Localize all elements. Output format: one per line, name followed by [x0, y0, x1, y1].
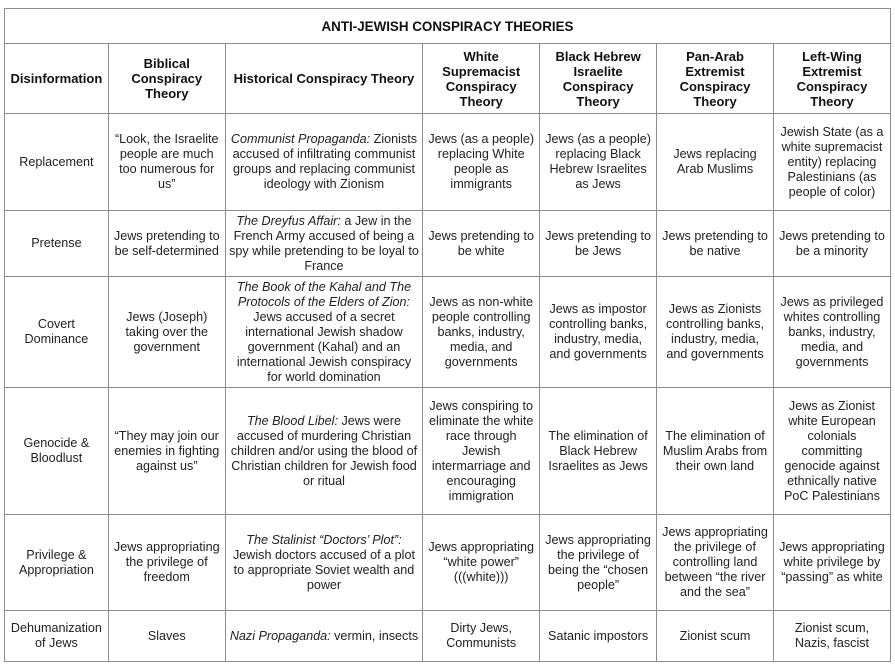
cell-left-wing: Zionist scum, Nazis, fascist [773, 611, 890, 662]
cell-pan-arab: Jews replacing Arab Muslims [657, 114, 774, 211]
cell-white-supremacist: Jews as non-white people controlling banks, industry, media, and governments [423, 277, 540, 388]
cell-historical [225, 114, 423, 211]
cell-historical [225, 515, 423, 611]
table-row [5, 211, 891, 277]
conspiracy-table [4, 8, 891, 662]
column-header-disinformation: Disinformation [5, 44, 109, 114]
cell-black-hebrew-israelite: Jews appropriating the privilege of being the “chosen people” [540, 515, 657, 611]
cell-white-supremacist: Jews appropriating “white power” (((white))) [423, 515, 540, 611]
column-header-historical: Historical Conspiracy Theory [225, 44, 423, 114]
cell-pan-arab: Jews as Zionists controlling banks, industry, media, and governments [657, 277, 774, 388]
cell-black-hebrew-israelite: Jews pretending to be Jews [540, 211, 657, 277]
historical-lead: The Stalinist “Doctors’ Plot”: [246, 532, 402, 547]
cell-biblical: Jews (Joseph) taking over the government [108, 277, 225, 388]
cell-black-hebrew-israelite: Satanic impostors [540, 611, 657, 662]
historical-text: a Jew in the French Army accused of being a spy while pretending to be loyal to France [229, 213, 419, 273]
cell-pan-arab: Jews appropriating the privilege of controlling land between “the river and the sea” [657, 515, 774, 611]
column-header-pan-arab: Pan-Arab Extremist Conspiracy Theory [657, 44, 774, 114]
table-row [5, 277, 891, 388]
cell-left-wing: Jews appropriating white privilege by “passing” as white [773, 515, 890, 611]
historical-lead: The Book of the Kahal and The Protocols of the Elders of Zion: [236, 279, 412, 309]
cell-historical [225, 277, 423, 388]
historical-text: Jews were accused of murdering Christian children and/or using the blood of Christian children for Jewish food or ritual [230, 413, 418, 488]
historical-text: Jewish doctors accused of a plot to appropriate Soviet wealth and power [232, 547, 415, 592]
table-row [5, 114, 891, 211]
row-label: Privilege & Appropriation [5, 515, 109, 611]
row-label: Replacement [5, 114, 109, 211]
cell-biblical: Slaves [108, 611, 225, 662]
cell-black-hebrew-israelite: The elimination of Black Hebrew Israelites as Jews [540, 388, 657, 515]
cell-left-wing: Jews as privileged whites controlling banks, industry, media, and governments [773, 277, 890, 388]
cell-white-supremacist: Jews (as a people) replacing White people as immigrants [423, 114, 540, 211]
cell-historical [225, 211, 423, 277]
cell-biblical: Jews pretending to be self-determined [108, 211, 225, 277]
row-label: Pretense [5, 211, 109, 277]
row-label: Covert Dominance [5, 277, 109, 388]
table-row [5, 388, 891, 515]
historical-text: Zionists accused of infiltrating communist groups and replacing communist ideology with Zionism [232, 132, 418, 191]
column-header-biblical: Biblical Conspiracy Theory [108, 44, 225, 114]
table-title: ANTI-JEWISH CONSPIRACY THEORIES [5, 9, 891, 44]
column-header-black-hebrew-israelite: Black Hebrew Israelite Conspiracy Theory [540, 44, 657, 114]
row-label: Genocide & Bloodlust [5, 388, 109, 515]
cell-biblical: Jews appropriating the privilege of freedom [108, 515, 225, 611]
cell-historical [225, 611, 423, 662]
cell-left-wing: Jews pretending to be a minority [773, 211, 890, 277]
cell-black-hebrew-israelite: Jews as impostor controlling banks, industry, media, and governments [540, 277, 657, 388]
historical-lead: Communist Propaganda: [230, 132, 371, 146]
column-header-left-wing: Left-Wing Extremist Conspiracy Theory [773, 44, 890, 114]
historical-text: vermin, insects [330, 628, 419, 643]
cell-biblical: “They may join our enemies in fighting against us” [108, 388, 225, 515]
cell-pan-arab: Jews pretending to be native [657, 211, 774, 277]
column-header-white-supremacist: White Supremacist Conspiracy Theory [423, 44, 540, 114]
historical-lead: The Blood Libel: [246, 413, 338, 428]
cell-white-supremacist: Jews conspiring to eliminate the white race through Jewish intermarriage and encouraging immigration [423, 388, 540, 515]
cell-historical [225, 388, 423, 515]
cell-biblical: “Look, the Israelite people are much too numerous for us” [108, 114, 225, 211]
historical-text: Jews accused of a secret international Jewish shadow government (Kahal) and an international Jewish conspiracy for world domination [236, 309, 412, 384]
cell-left-wing: Jewish State (as a white supremacist entity) replacing Palestinians (as people of color) [773, 114, 890, 211]
cell-white-supremacist: Jews pretending to be white [423, 211, 540, 277]
historical-lead: Nazi Propaganda: [229, 628, 331, 643]
cell-white-supremacist: Dirty Jews, Communists [423, 611, 540, 662]
cell-left-wing: Jews as Zionist white European colonials committing genocide against ethnically native PoC Palestinians [773, 388, 890, 515]
historical-lead: The Dreyfus Affair: [236, 213, 341, 228]
table-row [5, 515, 891, 611]
table-row [5, 611, 891, 662]
row-label: Dehumanization of Jews [5, 611, 109, 662]
cell-black-hebrew-israelite: Jews (as a people) replacing Black Hebrew Israelites as Jews [540, 114, 657, 211]
cell-pan-arab: Zionist scum [657, 611, 774, 662]
cell-pan-arab: The elimination of Muslim Arabs from their own land [657, 388, 774, 515]
